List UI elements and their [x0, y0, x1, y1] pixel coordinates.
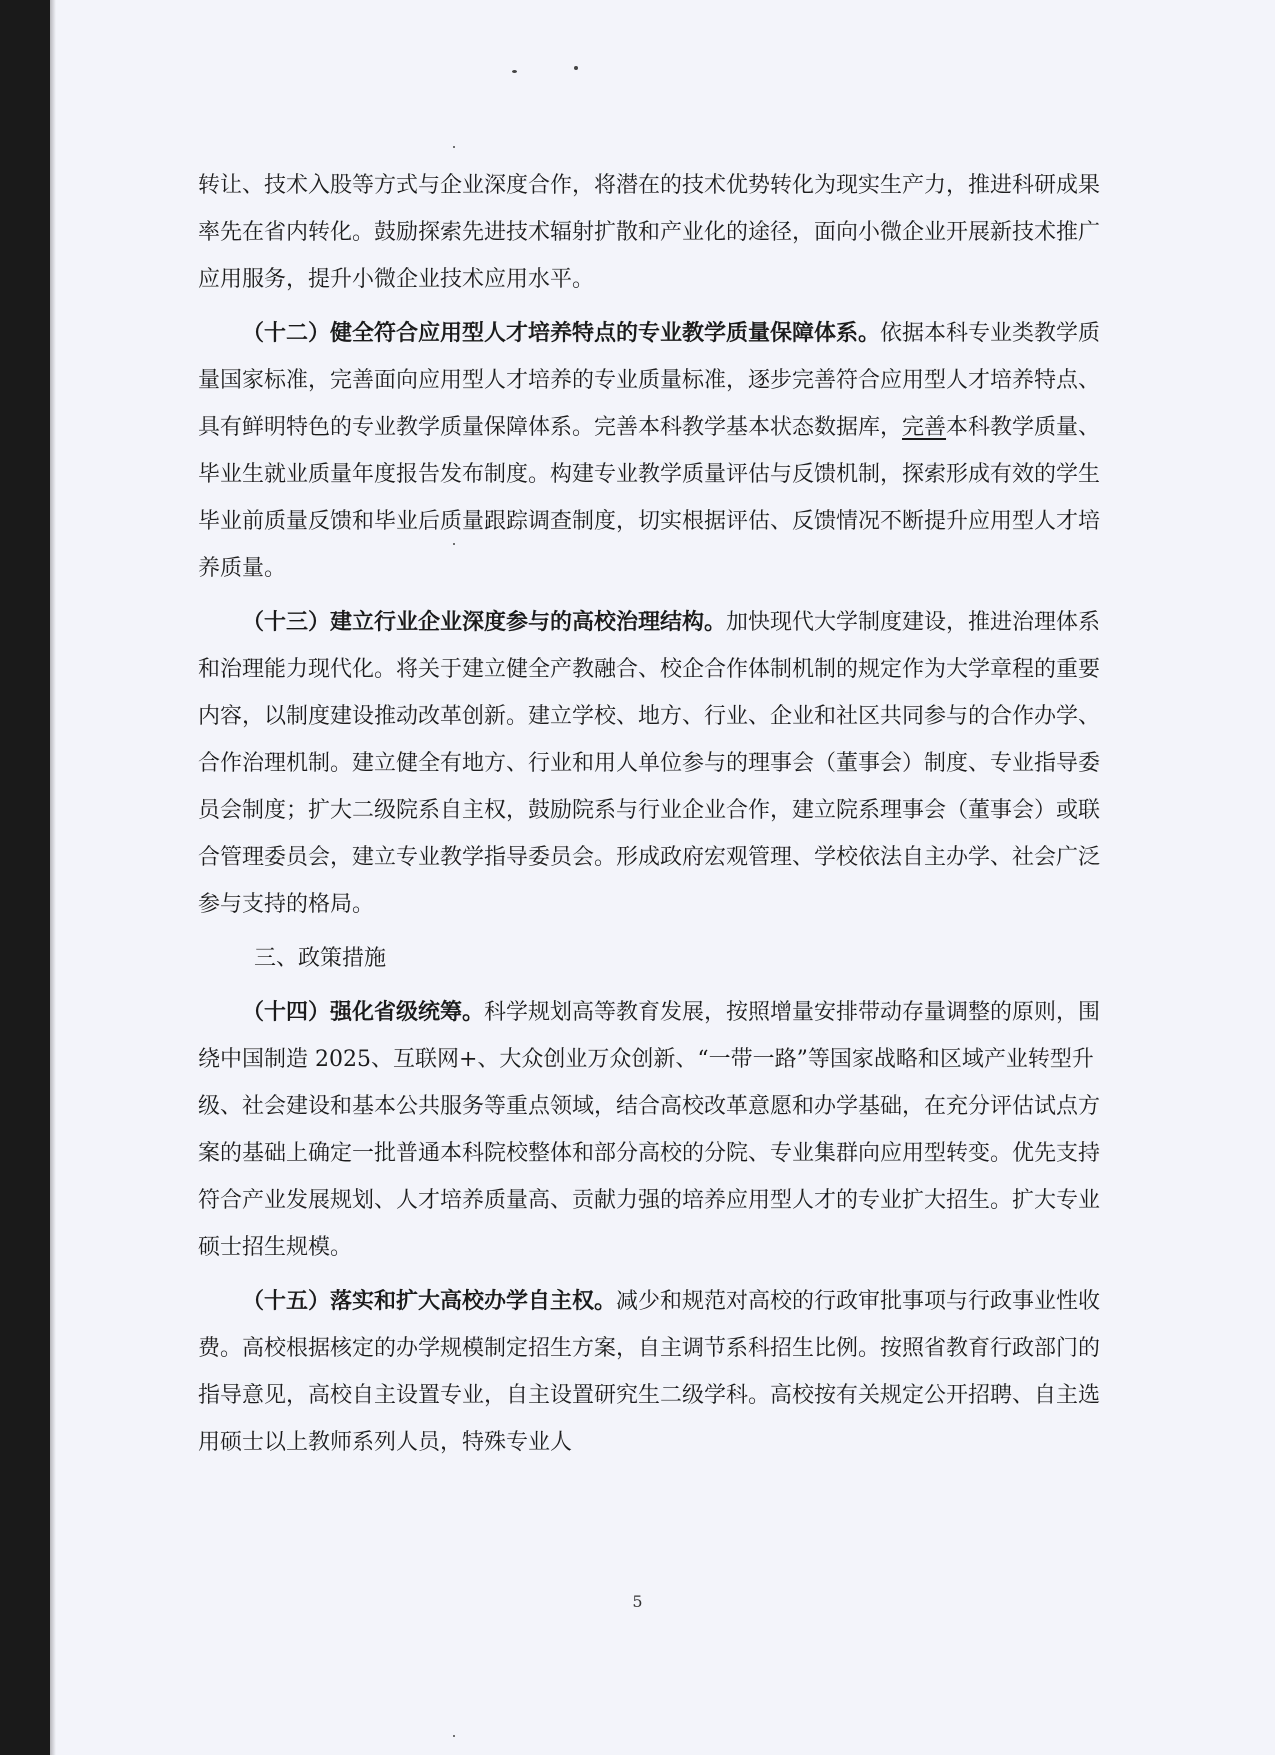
page-number: 5 [632, 1592, 643, 1611]
paragraph-12 [198, 310, 1118, 592]
paragraph-text: 转让、技术入股等方式与企业深度合作，将潜在的技术优势转化为现实生产力，推进科研成果率先在省内转化。鼓励探索先进技术辐射扩散和产业化的途径，面向小微企业开展新技术推广应用服务，提升小微企业技术应用水平。 [198, 173, 1101, 292]
clause-heading: （十五）落实和扩大高校办学自主权。 [242, 1288, 617, 1314]
document-body [198, 162, 1118, 1466]
paragraph-text: 本科教学质量、毕业生就业质量年度报告发布制度。构建专业教学质量评估与反馈机制，探索形成有效的学生毕业前质量反馈和毕业后质量跟踪调查制度，切实根据评估、反馈情况不断提升应用型人才培养质量。 [198, 415, 1101, 581]
section-title: 三、政策措施 [254, 946, 387, 971]
paragraph-continuation [198, 162, 1118, 303]
scan-speck [512, 70, 517, 73]
paragraph-text: 依据本科专业类教学质量国家标准，完善面向应用型人才培养的专业质量标准，逐步完善符合应用型人才培养特点、具有鲜明特色的专业教学质量保障体系。完善本科教学基本状态数据库， [198, 321, 1101, 440]
paragraph-text: 减少和规范对高校的行政审批事项与行政事业性收费。高校根据核定的办学规模制定招生方案，自主调节系科招生比例。按照省教育行政部门的指导意见，高校自主设置专业，自主设置研究生二级学科。高校按有关规定公开招聘、自主选用硕士以上教师系列人员，特殊专业人 [198, 1289, 1101, 1455]
paragraph-13 [198, 599, 1118, 928]
underlined-text: 完善 [902, 415, 947, 440]
paragraph-15 [198, 1278, 1118, 1466]
scan-edge-shadow [50, 0, 56, 1755]
scan-speck [453, 1735, 455, 1737]
paragraph-text: 加快现代大学制度建设，推进治理体系和治理能力现代化。将关于建立健全产教融合、校企合作体制机制的规定作为大学章程的重要内容，以制度建设推动改革创新。建立学校、地方、行业、企业和社区共同参与的合作办学、合作治理机制。建立健全有地方、行业和用人单位参与的理事会（董事会）制度、专业指导委员会制度；扩大二级院系自主权，鼓励院系与行业企业合作，建立院系理事会（董事会）或联合管理委员会，建立专业教学指导委员会。形成政府宏观管理、学校依法自主办学、社会广泛参与支持的格局。 [198, 610, 1101, 917]
paragraph-14 [198, 989, 1118, 1271]
scan-speck [453, 146, 455, 148]
clause-heading: （十二）健全符合应用型人才培养特点的专业教学质量保障体系。 [242, 320, 881, 346]
clause-heading: （十四）强化省级统筹。 [242, 999, 485, 1025]
clause-heading: （十三）建立行业企业深度参与的高校治理结构。 [242, 609, 727, 635]
scan-speck [574, 66, 578, 70]
paragraph-text: 科学规划高等教育发展，按照增量安排带动存量调整的原则，围绕中国制造 2025、互联网+、大众创业万众创新、“一带一路”等国家战略和区域产业转型升级、社会建设和基本公共服务等重点领域，结合高校改革意愿和办学基础，在充分评估试点方案的基础上确定一批普通本科院校整体和部分高校的分院、专业集群向应用型转变。优先支持符合产业发展规划、人才培养质量高、贡献力强的培养应用型人才的专业扩大招生。扩大专业硕士招生规模。 [198, 1000, 1101, 1260]
